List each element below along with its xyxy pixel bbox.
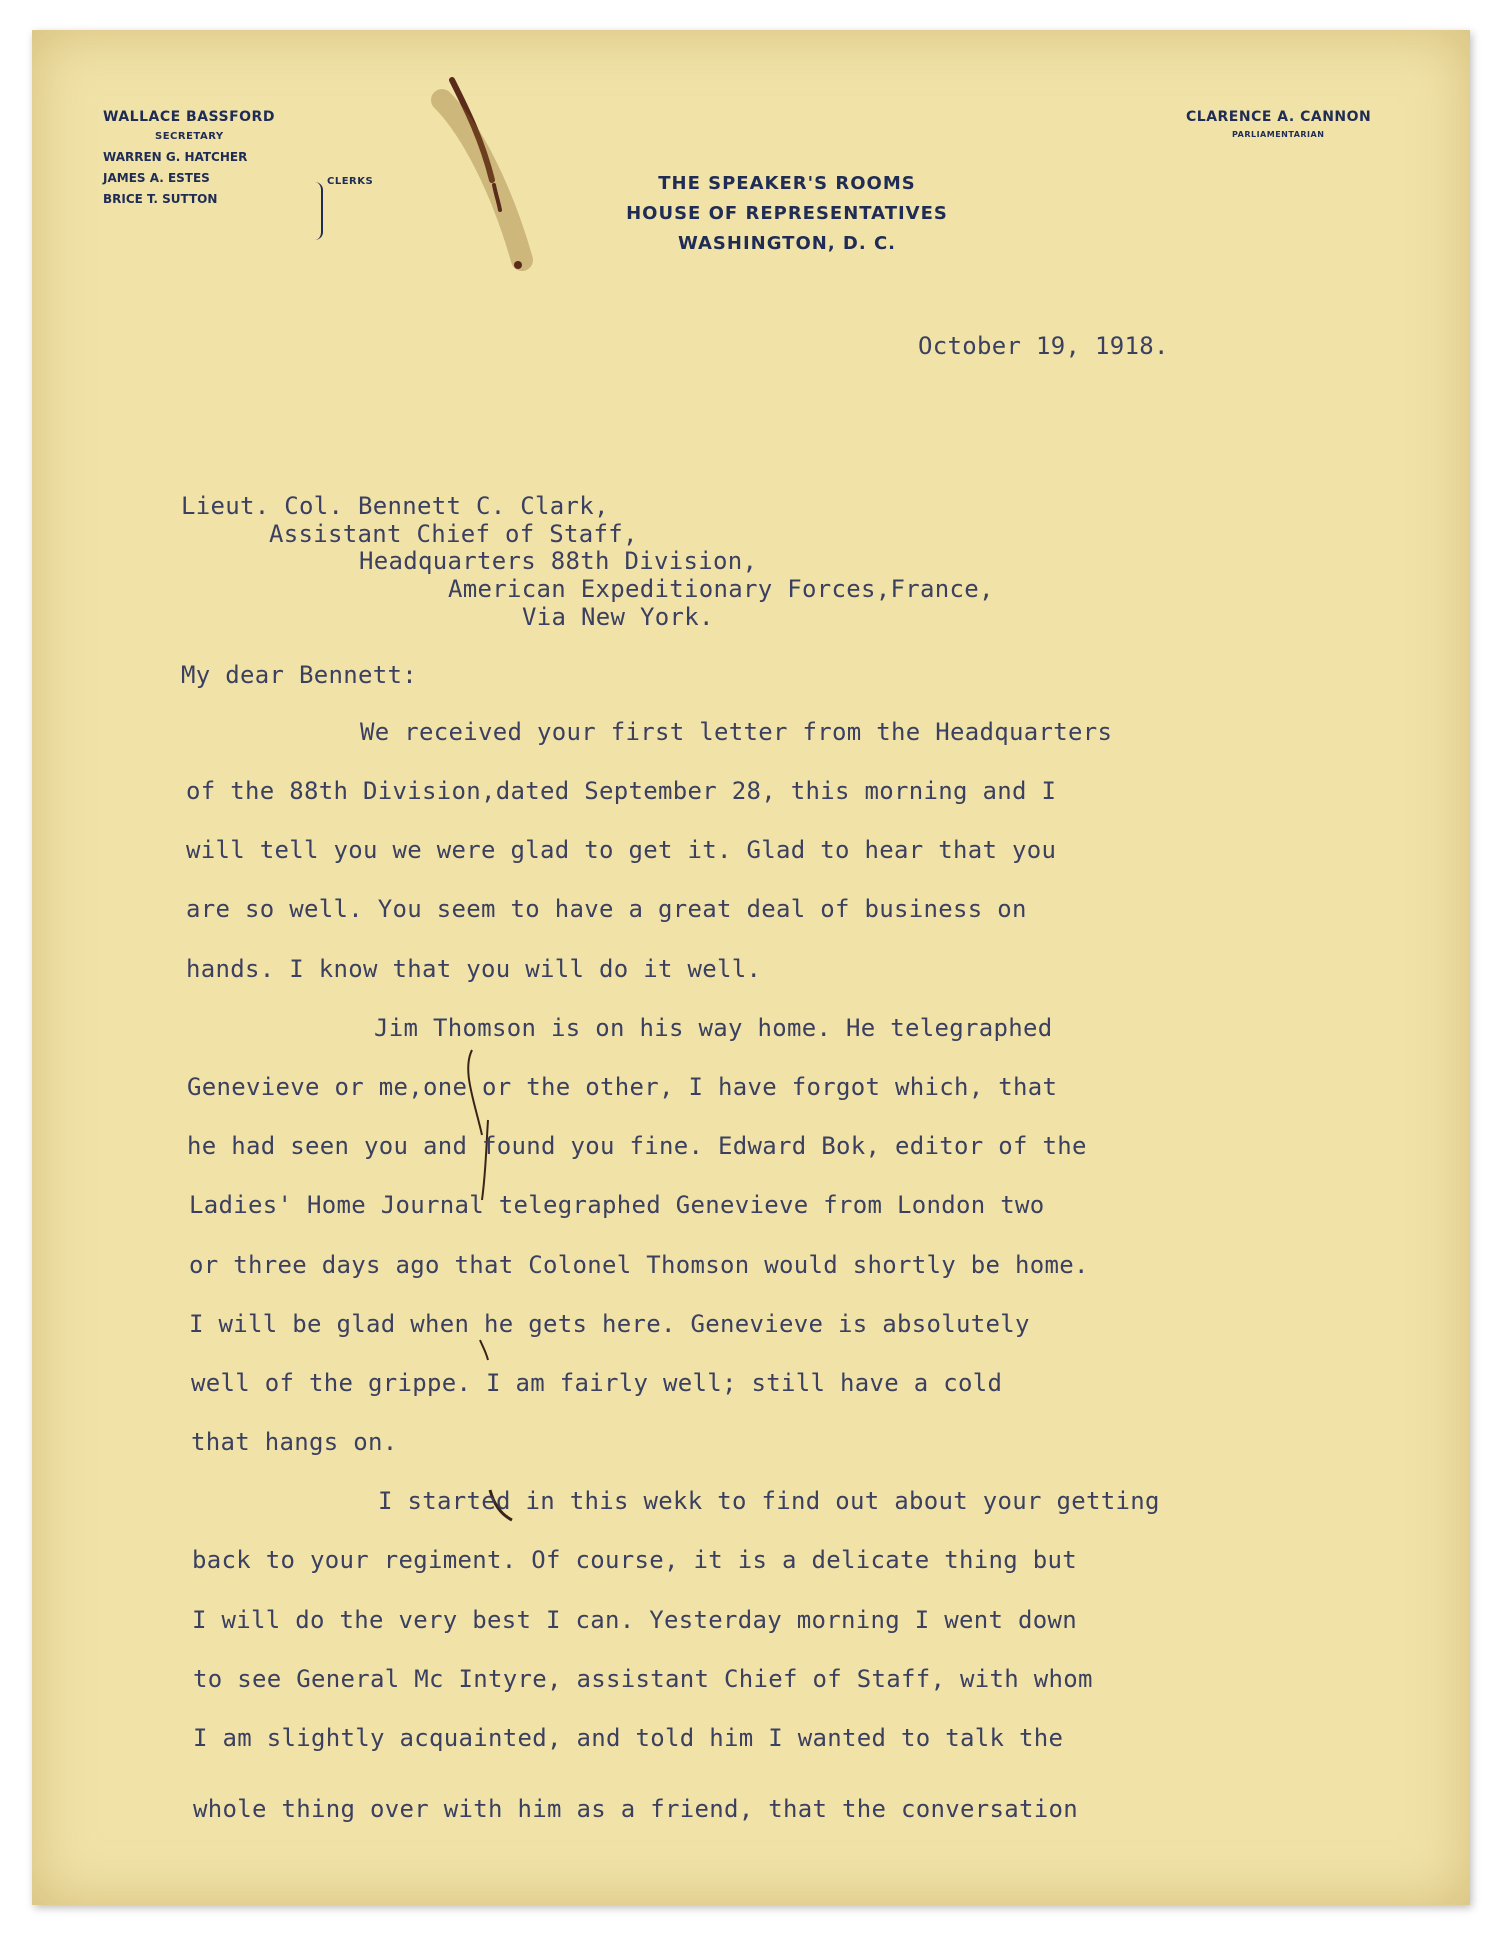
address-line: Headquarters 88th Division, <box>359 547 758 575</box>
body-line: of the 88th Division,dated September 28, this morning and I <box>186 777 1057 805</box>
body-line: or three days ago that Colonel Thomson would shortly be home. <box>189 1251 1089 1279</box>
pencil-mark <box>452 1040 532 1530</box>
body-line: Genevieve or me,one or the other, I have forgot which, that <box>187 1073 1058 1101</box>
body-line: I am slightly acquainted, and told him I wanted to talk the <box>193 1724 1064 1752</box>
body-line: are so well. You seem to have a great deal of business on <box>186 895 1027 923</box>
parliamentarian-title: PARLIAMENTARIAN <box>1232 130 1325 139</box>
office-line: WASHINGTON, D. C. <box>677 233 897 254</box>
body-line: back to your regiment. Of course, it is a delicate thing but <box>192 1546 1077 1574</box>
ink-stain-mark <box>412 70 542 300</box>
address-line: American Expeditionary Forces,France, <box>448 575 994 603</box>
address-line: Assistant Chief of Staff, <box>269 520 638 548</box>
body-line: Ladies' Home Journal telegraphed Genevieve from London two <box>189 1191 1045 1219</box>
clerk-name: JAMES A. ESTES <box>103 171 210 185</box>
body-line: I will do the very best I can. Yesterday morning I went down <box>192 1606 1077 1634</box>
body-line: will tell you we were glad to get it. Glad to hear that you <box>186 836 1057 864</box>
clerk-name: WARREN G. HATCHER <box>103 150 248 164</box>
body-line: he had seen you and found you fine. Edward Bok, editor of the <box>187 1132 1087 1160</box>
salutation: My dear Bennett: <box>181 661 417 689</box>
clerks-list <box>103 150 323 230</box>
parliamentarian-name: CLARENCE A. CANNON <box>1186 109 1372 125</box>
body-line: I started in this wekk to find out about your getting <box>378 1487 1160 1515</box>
body-line: hands. I know that you will do it well. <box>186 955 762 983</box>
letter-date: October 19, 1918. <box>918 332 1169 360</box>
address-line: Lieut. Col. Bennett C. Clark, <box>181 492 609 520</box>
body-line: Jim Thomson is on his way home. He telegraphed <box>374 1014 1053 1042</box>
letter-page <box>32 30 1470 1905</box>
secretary-title: SECRETARY <box>155 131 224 142</box>
body-line: whole thing over with him as a friend, that the conversation <box>193 1795 1078 1823</box>
secretary-name: WALLACE BASSFORD <box>103 109 275 125</box>
body-line: I will be glad when he gets here. Genevieve is absolutely <box>189 1310 1030 1338</box>
address-line: Via New York. <box>522 603 714 631</box>
body-line: to see General Mc Intyre, assistant Chief of Staff, with whom <box>193 1665 1093 1693</box>
clerk-name: BRICE T. SUTTON <box>103 192 218 206</box>
office-line: THE SPEAKER'S ROOMS <box>658 173 916 194</box>
office-line: HOUSE OF REPRESENTATIVES <box>626 203 948 224</box>
body-line: that hangs on. <box>191 1428 398 1456</box>
clerks-bracket <box>315 182 323 240</box>
body-line: We received your first letter from the Headquarters <box>360 718 1113 746</box>
body-line: well of the grippe. I am fairly well; still have a cold <box>191 1369 1003 1397</box>
clerks-label: CLERKS <box>327 176 374 187</box>
